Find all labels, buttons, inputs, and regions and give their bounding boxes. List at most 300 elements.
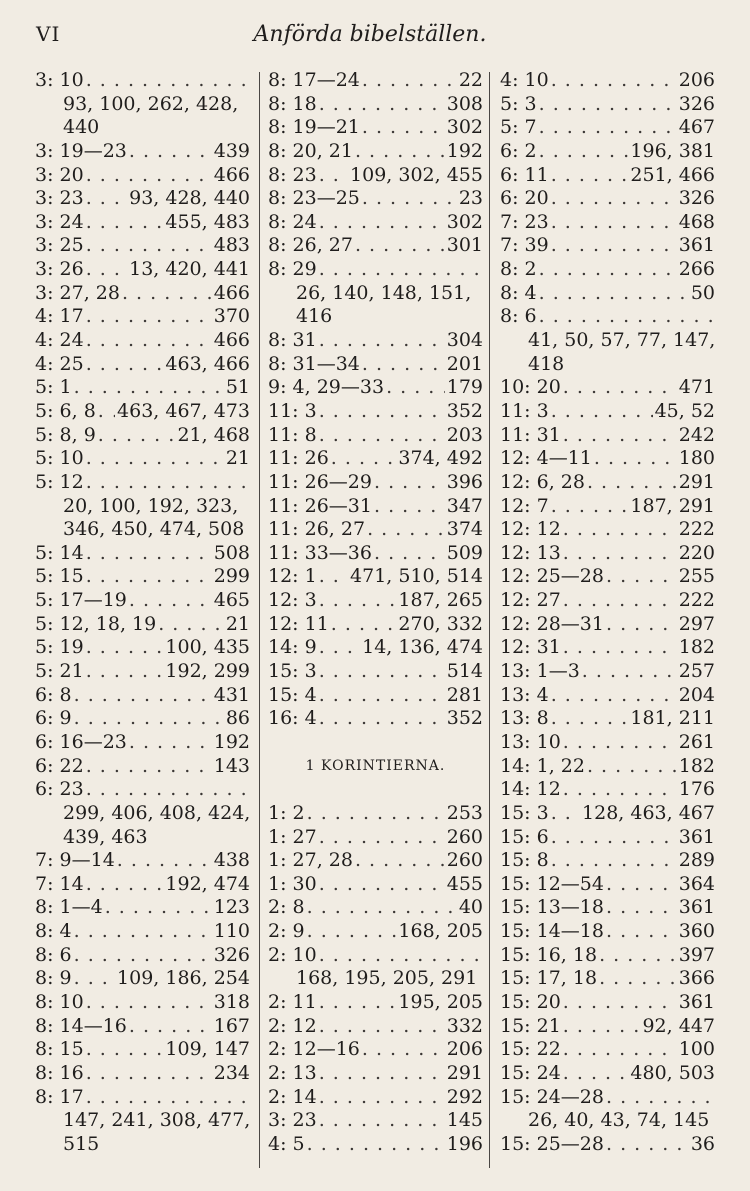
verse-reference: 6: 8 — [35, 683, 72, 706]
index-entry — [268, 636, 483, 660]
leader-dots — [563, 731, 677, 755]
index-entry — [500, 424, 715, 448]
index-entry — [35, 636, 250, 660]
index-entry — [500, 684, 715, 708]
verse-reference: 5: 10 — [35, 447, 84, 470]
verse-reference: 4: 5 — [268, 1132, 305, 1155]
verse-reference: 6: 11 — [500, 163, 549, 186]
verse-reference: 10: 20 — [500, 376, 561, 399]
verse-reference: 5: 12, 18, 19 — [35, 612, 157, 635]
index-entry — [35, 69, 250, 93]
verse-reference: 8: 10 — [35, 990, 84, 1013]
leader-dots — [86, 542, 212, 566]
index-entry — [500, 400, 715, 424]
page-references: 192, 299 — [165, 660, 250, 683]
page-references: 302 — [446, 210, 483, 233]
verse-reference: 13: 4 — [500, 683, 549, 706]
verse-reference: 15: 3 — [500, 801, 549, 824]
verse-reference: 8: 15 — [35, 1038, 84, 1061]
verse-reference: 15: 24 — [500, 1061, 561, 1084]
leader-dots — [74, 707, 224, 731]
index-entry — [268, 660, 483, 684]
page-references: 168, 205 — [398, 920, 483, 943]
page-references: 196 — [446, 1132, 483, 1155]
index-entry — [268, 1086, 483, 1110]
leader-dots — [86, 565, 212, 589]
verse-reference: 8: 31 — [268, 329, 317, 352]
verse-reference: 12: 12 — [500, 518, 561, 541]
leader-dots — [158, 613, 224, 637]
leader-dots — [319, 565, 348, 589]
index-entry — [500, 1038, 715, 1062]
page-references: 192 — [446, 139, 483, 162]
page-references: 466 — [213, 163, 250, 186]
leader-dots — [98, 400, 115, 424]
leader-dots — [86, 258, 127, 282]
index-entry — [35, 447, 250, 471]
page-references: 100 — [678, 1038, 715, 1061]
index-entry — [268, 849, 483, 873]
index-column-2 — [268, 69, 483, 1156]
index-entry — [268, 211, 483, 235]
index-entry — [500, 755, 715, 779]
index-entry — [268, 707, 483, 731]
page-references: 480, 503 — [630, 1061, 715, 1084]
index-entry — [35, 684, 250, 708]
leader-dots — [307, 920, 397, 944]
leader-dots — [606, 1133, 689, 1157]
verse-reference: 12: 27 — [500, 589, 561, 612]
leader-dots — [606, 613, 677, 637]
page-references: 187, 291 — [630, 494, 715, 517]
verse-reference: 2: 14 — [268, 1085, 317, 1108]
leader-dots — [374, 495, 445, 519]
page-references: 145 — [446, 1109, 483, 1132]
leader-dots — [105, 896, 212, 920]
index-entry — [35, 967, 250, 991]
page-references: 222 — [678, 589, 715, 612]
index-entry — [35, 873, 250, 897]
verse-reference: 8: 20, 21 — [268, 139, 353, 162]
index-entry — [35, 991, 250, 1015]
column-divider — [259, 72, 260, 1168]
index-continuation: 416 — [296, 305, 333, 328]
leader-dots — [374, 471, 445, 495]
verse-reference: 8: 23—25 — [268, 187, 360, 210]
page-references: 361 — [678, 990, 715, 1013]
page-references: 318 — [213, 990, 250, 1013]
leader-dots — [86, 305, 212, 329]
index-entry — [35, 353, 250, 377]
verse-reference: 3: 20 — [35, 163, 84, 186]
page-references: 51 — [225, 376, 250, 399]
leader-dots — [86, 1038, 164, 1062]
leader-dots — [86, 991, 212, 1015]
page-references: 257 — [678, 660, 715, 683]
leader-dots — [307, 1133, 445, 1157]
index-entry — [500, 896, 715, 920]
page-references: 45, 52 — [654, 399, 715, 422]
index-entry — [500, 376, 715, 400]
leader-dots — [86, 447, 224, 471]
leader-dots — [551, 802, 580, 826]
page-references: 361 — [678, 234, 715, 257]
verse-reference: 4: 10 — [500, 69, 549, 91]
page-references: 266 — [678, 258, 715, 281]
leader-dots — [362, 1038, 445, 1062]
verse-reference: 6: 23 — [35, 778, 84, 801]
page-references: 374 — [446, 518, 483, 541]
page-references: 483 — [213, 234, 250, 257]
leader-dots — [563, 778, 677, 802]
page-references: 326 — [213, 943, 250, 966]
leader-dots — [319, 164, 348, 188]
leader-dots — [319, 873, 445, 897]
page-references: 206 — [678, 69, 715, 91]
index-entry — [35, 920, 250, 944]
index-entry — [35, 187, 250, 211]
verse-reference: 1: 30 — [268, 872, 317, 895]
leader-dots — [307, 896, 457, 920]
verse-reference: 11: 26—29 — [268, 470, 372, 493]
verse-reference: 12: 4—11 — [500, 447, 592, 470]
verse-reference: 6: 22 — [35, 754, 84, 777]
leader-dots — [551, 826, 677, 850]
verse-reference: 11: 8 — [268, 423, 317, 446]
leader-dots — [563, 518, 677, 542]
verse-reference: 15: 20 — [500, 990, 561, 1013]
page-references: 299 — [213, 565, 250, 588]
verse-reference: 12: 31 — [500, 636, 561, 659]
index-entry — [268, 140, 483, 164]
index-entry — [500, 258, 715, 282]
index-entry — [500, 944, 715, 968]
leader-dots — [563, 636, 677, 660]
leader-dots — [86, 778, 248, 802]
leader-dots — [319, 1086, 445, 1110]
verse-reference: 7: 23 — [500, 210, 549, 233]
index-entry — [500, 211, 715, 235]
index-entry — [268, 518, 483, 542]
page-references: 201 — [446, 352, 483, 375]
index-entry — [35, 1062, 250, 1086]
page-references: 143 — [213, 754, 250, 777]
index-column-1 — [35, 69, 250, 1156]
verse-reference: 5: 1 — [35, 376, 72, 399]
index-entry — [35, 849, 250, 873]
verse-reference: 15: 4 — [268, 683, 317, 706]
leader-dots — [563, 1038, 677, 1062]
leader-dots — [331, 613, 397, 637]
verse-reference: 12: 6, 28 — [500, 470, 585, 493]
leader-dots — [551, 164, 629, 188]
leader-dots — [86, 234, 212, 258]
index-entry — [35, 896, 250, 920]
index-entry — [35, 305, 250, 329]
page-references: 471 — [678, 376, 715, 399]
index-entry — [268, 353, 483, 377]
index-entry — [35, 778, 250, 802]
page-references: 222 — [678, 518, 715, 541]
leader-dots — [319, 211, 445, 235]
verse-reference: 8: 9 — [35, 967, 72, 990]
verse-reference: 15: 16, 18 — [500, 943, 598, 966]
leader-dots — [86, 471, 248, 495]
verse-reference: 5: 8, 9 — [35, 423, 96, 446]
index-entry — [35, 471, 250, 495]
index-entry — [268, 234, 483, 258]
verse-reference: 4: 25 — [35, 352, 84, 375]
page-references: 23 — [458, 187, 483, 210]
verse-reference: 14: 1, 22 — [500, 754, 585, 777]
index-entry — [35, 589, 250, 613]
index-continuation: 20, 100, 192, 323, — [63, 494, 239, 517]
index-entry — [35, 1086, 250, 1110]
verse-reference: 15: 22 — [500, 1038, 561, 1061]
leader-dots — [319, 944, 481, 968]
verse-reference: 12: 3 — [268, 589, 317, 612]
verse-reference: 5: 3 — [500, 92, 537, 115]
page-references: 455 — [446, 872, 483, 895]
index-entry — [500, 93, 715, 117]
page-references: 463, 467, 473 — [117, 399, 250, 422]
verse-reference: 5: 12 — [35, 470, 84, 493]
page-references: 466 — [213, 281, 250, 304]
verse-reference: 2: 8 — [268, 896, 305, 919]
index-entry — [500, 802, 715, 826]
spacer — [268, 778, 483, 802]
verse-reference: 4: 24 — [35, 329, 84, 352]
index-entry — [268, 164, 483, 188]
page-references: 255 — [678, 565, 715, 588]
index-entry — [500, 495, 715, 519]
verse-reference: 8: 29 — [268, 258, 317, 281]
index-continuation: 41, 50, 57, 77, 147, — [528, 329, 715, 352]
verse-reference: 11: 3 — [500, 399, 549, 422]
index-entry — [500, 565, 715, 589]
verse-reference: 2: 12—16 — [268, 1038, 360, 1061]
index-entry — [268, 424, 483, 448]
index-entry — [268, 920, 483, 944]
index-entry — [500, 873, 715, 897]
index-entry — [35, 707, 250, 731]
column-divider — [489, 72, 490, 1168]
index-entry — [35, 424, 250, 448]
verse-reference: 8: 17—24 — [268, 69, 360, 91]
index-entry — [35, 660, 250, 684]
leader-dots — [129, 589, 212, 613]
page-references: 14, 136, 474 — [362, 636, 483, 659]
leader-dots — [563, 542, 677, 566]
leader-dots — [122, 282, 212, 306]
leader-dots — [355, 849, 445, 873]
verse-reference: 15: 3 — [268, 660, 317, 683]
index-column-3 — [500, 69, 715, 1156]
index-entry — [500, 542, 715, 566]
page-references: 204 — [678, 683, 715, 706]
page-references: 100, 435 — [165, 636, 250, 659]
leader-dots — [319, 1015, 445, 1039]
index-entry — [35, 258, 250, 282]
page-references: 203 — [446, 423, 483, 446]
index-entry — [268, 1038, 483, 1062]
page-title: Anförda bibelställen. — [253, 22, 487, 47]
leader-dots — [86, 660, 164, 684]
index-entry — [500, 447, 715, 471]
verse-reference: 11: 31 — [500, 423, 561, 446]
page-references: 438 — [213, 849, 250, 872]
page-references: 253 — [446, 801, 483, 824]
verse-reference: 15: 21 — [500, 1014, 561, 1037]
leader-dots — [86, 1086, 248, 1110]
verse-reference: 8: 19—21 — [268, 116, 360, 139]
leader-dots — [594, 447, 677, 471]
index-entry — [500, 164, 715, 188]
verse-reference: 14: 9 — [268, 636, 317, 659]
leader-dots — [74, 684, 212, 708]
leader-dots — [86, 755, 212, 779]
leader-dots — [86, 873, 164, 897]
page-references: 234 — [213, 1061, 250, 1084]
index-entry — [268, 684, 483, 708]
leader-dots — [129, 1015, 212, 1039]
page-references: 468 — [678, 210, 715, 233]
index-continuation: 26, 140, 148, 151, — [296, 281, 472, 304]
index-continuation: 418 — [528, 352, 565, 375]
leader-dots — [129, 140, 212, 164]
verse-reference: 8: 2 — [500, 258, 537, 281]
verse-reference: 15: 13—18 — [500, 896, 604, 919]
index-entry — [35, 731, 250, 755]
index-entry — [500, 778, 715, 802]
index-entry — [35, 234, 250, 258]
leader-dots — [551, 69, 677, 93]
leader-dots — [563, 1015, 641, 1039]
index-entry — [500, 140, 715, 164]
page-references: 21 — [225, 612, 250, 635]
verse-reference: 12: 13 — [500, 541, 561, 564]
page-references: 455, 483 — [165, 210, 250, 233]
index-entry — [500, 826, 715, 850]
index-entry — [500, 1086, 715, 1110]
page-references: 40 — [458, 896, 483, 919]
verse-reference: 5: 14 — [35, 541, 84, 564]
verse-reference: 15: 14—18 — [500, 920, 604, 943]
leader-dots — [86, 69, 248, 93]
index-entry — [500, 282, 715, 306]
verse-reference: 3: 26 — [35, 258, 84, 281]
page-references: 467 — [678, 116, 715, 139]
verse-reference: 8: 1—4 — [35, 896, 103, 919]
index-continuation: 346, 450, 474, 508 — [63, 518, 245, 541]
verse-reference: 11: 26—31 — [268, 494, 372, 517]
index-entry — [500, 305, 715, 329]
verse-reference: 16: 4 — [268, 707, 317, 730]
section-heading: 1 KORINTIERNA. — [305, 757, 446, 774]
index-continuation: 168, 195, 205, 291 — [296, 967, 478, 990]
index-entry — [268, 1062, 483, 1086]
verse-reference: 5: 17—19 — [35, 589, 127, 612]
leader-dots — [386, 376, 445, 400]
page-references: 364 — [678, 872, 715, 895]
index-entry — [35, 211, 250, 235]
leader-dots — [86, 1062, 212, 1086]
leader-dots — [74, 376, 224, 400]
page-references: 439 — [213, 139, 250, 162]
verse-reference: 7: 14 — [35, 872, 84, 895]
leader-dots — [599, 944, 677, 968]
leader-dots — [319, 258, 481, 282]
leader-dots — [551, 684, 677, 708]
leader-dots — [319, 1062, 445, 1086]
verse-reference: 8: 4 — [35, 920, 72, 943]
page-references: 302 — [446, 116, 483, 139]
verse-reference: 7: 39 — [500, 234, 549, 257]
page-number: VI — [36, 22, 61, 46]
page-references: 431 — [213, 683, 250, 706]
leader-dots — [355, 140, 445, 164]
page-references: 261 — [678, 730, 715, 753]
index-entry — [35, 613, 250, 637]
index-entry — [500, 967, 715, 991]
leader-dots — [606, 896, 677, 920]
verse-reference: 3: 23 — [268, 1109, 317, 1132]
page-references: 326 — [678, 92, 715, 115]
index-entry — [500, 636, 715, 660]
leader-dots — [563, 589, 677, 613]
verse-reference: 8: 23 — [268, 163, 317, 186]
verse-reference: 5: 7 — [500, 116, 537, 139]
page-references: 304 — [446, 329, 483, 352]
verse-reference: 8: 26, 27 — [268, 234, 353, 257]
page-references: 195, 205 — [398, 990, 483, 1013]
verse-reference: 11: 26 — [268, 447, 329, 470]
page-references: 396 — [446, 470, 483, 493]
verse-reference: 4: 17 — [35, 305, 84, 328]
verse-reference: 5: 15 — [35, 565, 84, 588]
index-entry — [268, 826, 483, 850]
leader-dots — [362, 187, 457, 211]
page-references: 289 — [678, 849, 715, 872]
page-references: 374, 492 — [398, 447, 483, 470]
verse-reference: 1: 2 — [268, 801, 305, 824]
index-entry — [35, 164, 250, 188]
index-entry — [500, 1015, 715, 1039]
verse-reference: 8: 17 — [35, 1085, 84, 1108]
verse-reference: 11: 26, 27 — [268, 518, 366, 541]
leader-dots — [129, 731, 212, 755]
index-entry — [35, 282, 250, 306]
leader-dots — [86, 164, 212, 188]
index-entry — [500, 849, 715, 873]
leader-dots — [362, 353, 445, 377]
page-references: 110 — [213, 920, 250, 943]
page-references: 109, 147 — [165, 1038, 250, 1061]
leader-dots — [319, 1109, 445, 1133]
leader-dots — [551, 495, 629, 519]
index-entry — [500, 518, 715, 542]
page-references: 352 — [446, 707, 483, 730]
leader-dots — [74, 944, 212, 968]
page-references: 471, 510, 514 — [350, 565, 483, 588]
index-entry — [268, 495, 483, 519]
page-references: 22 — [458, 69, 483, 91]
verse-reference: 12: 1 — [268, 565, 317, 588]
verse-reference: 8: 6 — [500, 305, 537, 328]
index-entry — [35, 1038, 250, 1062]
index-entry — [500, 471, 715, 495]
index-entry — [35, 944, 250, 968]
